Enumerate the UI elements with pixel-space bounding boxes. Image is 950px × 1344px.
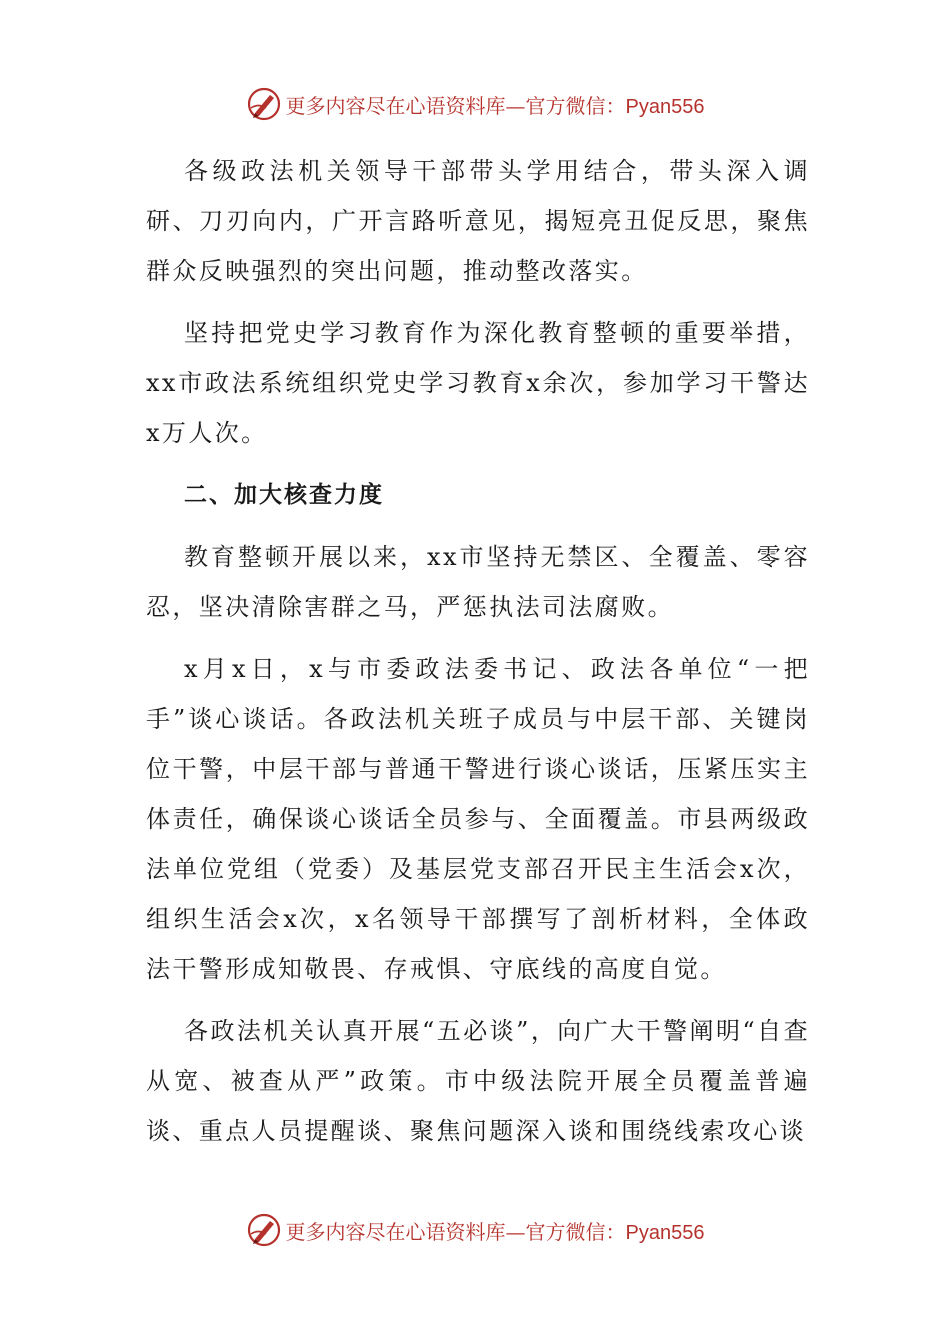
document-body xyxy=(146,146,810,1156)
banner-text: 更多内容尽在心语资料库—官方微信：Pyan556 xyxy=(285,93,705,118)
footer-banner xyxy=(0,1210,950,1250)
paragraph: 教育整顿开展以来，xx市坚持无禁区、全覆盖、零容忍，坚决清除害群之马，严惩执法司法腐败。 xyxy=(146,543,810,621)
paragraph: 各级政法机关领导干部带头学用结合，带头深入调研、刀刃向内，广开言路听意见，揭短亮丑促反思，聚焦群众反映强烈的突出问题，推动整改落实。 xyxy=(146,157,810,285)
section-heading: 二、加大核查力度 xyxy=(184,482,384,508)
paragraph: 坚持把党史学习教育作为深化教育整顿的重要举措，xx市政法系统组织党史学习教育x余次，参加学习干警达x万人次。 xyxy=(146,319,810,447)
banner-text: 更多内容尽在心语资料库—官方微信：Pyan556 xyxy=(285,1219,705,1244)
wechat-handle: Pyan556 xyxy=(625,1221,705,1244)
pen-logo-icon xyxy=(246,1212,282,1248)
header-banner xyxy=(0,84,950,124)
paragraph: x月x日，x与市委政法委书记、政法各单位“一把手”谈心谈话。各政法机关班子成员与中层干部、关键岗位干警，中层干部与普通干警进行谈心谈话，压紧压实主体责任，确保谈心谈话全员参与、全面覆盖。市县两级政法单位党组（党委）及基层党支部召开民主生活会x次，组织生活会x次，x名领导干部撰写了剖析材料，全体政法干警形成知敬畏、存戒惧、守底线的高度自觉。 xyxy=(146,655,810,983)
pen-logo-icon xyxy=(246,86,282,122)
paragraph: 各政法机关认真开展“五必谈”，向广大干警阐明“自查从宽、被查从严”政策。市中级法院开展全员覆盖普遍谈、重点人员提醒谈、聚焦问题深入谈和围绕线索攻心谈 xyxy=(146,1017,810,1145)
wechat-handle: Pyan556 xyxy=(625,95,705,118)
